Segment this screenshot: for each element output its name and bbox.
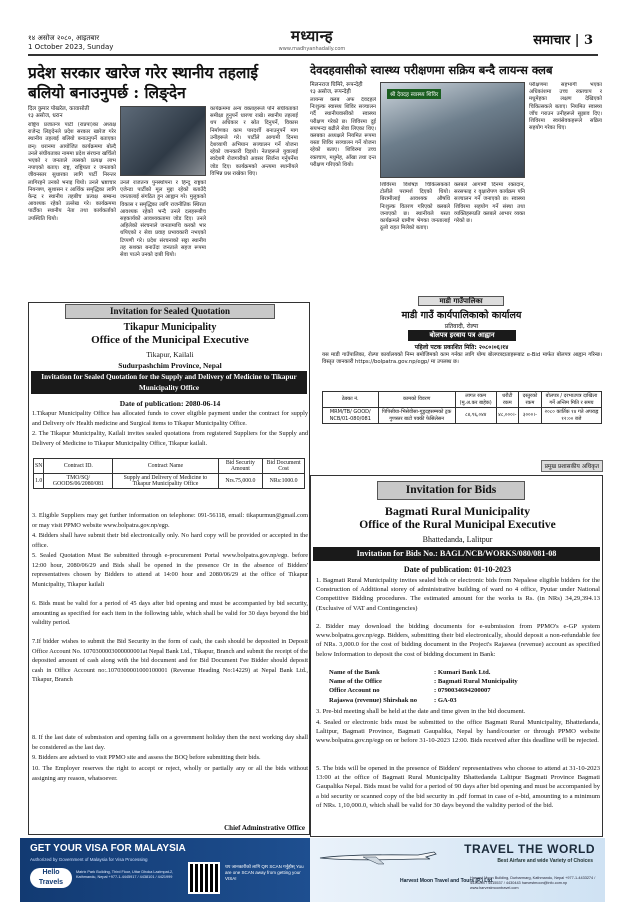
tikapur-para-6: 6. Bids must be valid for a period of 45 days after bid opening and must be accompanied by bid security, amounting as specified for each item in the following table, which shall be valid for 30 days beyond the bid validity period.: [32, 600, 308, 627]
qr-code-icon[interactable]: [188, 862, 220, 894]
madi-body: यस माडी गाउँपालिका, रोल्पा कार्यालयको निम्न बमोजिमको काम गर्नका लागि योग्य बोलपत्रदाताहरूबाट e-Bid मार्फत बोलपत्र आह्वान गरिन्छ। विस्तृत जानकारी https://bolpatra.gov.np/egp/ मा उपलब्ध छ।: [322, 352, 602, 366]
bank-value: : Kumari Bank Ltd.: [434, 669, 491, 676]
madi-place: प्रतिवादी, रोल्पा: [444, 323, 479, 330]
travel-ad-title: TRAVEL THE WORLD: [464, 842, 595, 856]
madi-date: पहिलो पटक प्रकाशित मिति: २०८०।०६।१४: [414, 344, 509, 351]
table-header: ठेक्का नं.: [323, 392, 379, 408]
bank-details: [329, 668, 613, 705]
story1-headline: प्रदेश सरकार खारेज गरेर स्थानीय तहलाई बलियो बनाउनुपर्छ : लिङ्देन: [28, 63, 259, 102]
visa-ad-address: Matrix Park Building, Third Floor, Uttar Dhoka Lazimpat-2, Kathmandu, Nepal +977-1-4445917 / 4438101 / 4421999: [76, 870, 174, 879]
bagmati-office: Office of the Rural Municipal Executive: [359, 519, 556, 531]
header-divider: [28, 54, 598, 56]
tikapur-para-9: 9. Bidders are advised to visit PPMO site and assess the BOQ before submitting their bids.: [32, 754, 261, 761]
photo-banner-text: श्री देवदह स्वास्थ्य शिविर: [387, 89, 441, 99]
bagmati-para-2: 2. Bidder may download the bidding documents for e-submission from PPMO's e-GP system www.bolpatra.gov.np/egp. Bidders, submitting their bid electronically, should deposit a non-refundable fee of NRs. 3,000.0 for the cost of bidding document in the Project's Rajaswa (revenue) account as specified below Information to deposit the cost of bidding document in Bank:: [316, 623, 600, 658]
bank-key: Name of the Bank: [329, 669, 380, 676]
story1-column-1: राष्ट्रिय प्रजातन्त्र पार्टी (राप्रपा)का अध्यक्ष राजेन्द्र लिङ्देनले प्रदेश सरकार खारेज गरेर स्थानीय तहलाई बलियो बनाउनुपर्ने बताएका छन्। धरानमा आयोजित कार्यक्रममा बोल्दै उनले संघीयताका नाममा प्रदेश संरचना खर्चिलो भएको र जनताले त्यसको प्रत्यक्ष लाभ नपाएको बताए। राष्ट्र, राष्ट्रियता र जनताको जीवनस्तर सुधारका लागि पार्टी निरन्तर लागिरहने उनको भनाइ थियो। उनले भ्रष्टाचार नियन्त्रण, सुशासन र आर्थिक समृद्धिका लागि केन्द्र र स्थानीय तहबीच प्रत्यक्ष सम्बन्ध आवश्यक रहेको उल्लेख गरे। कार्यक्रममा पार्टीका स्थानीय नेता तथा कार्यकर्ताको उपस्थिति थियो।: [28, 122, 116, 222]
travel-ad-subtitle: Best Airfare and wide Variety of Choices: [497, 858, 593, 864]
bagmati-para-3: 3. Pre-bid meeting shall be held at the date and time given in the bid document.: [316, 708, 526, 715]
tikapur-para-8: 8. If the last date of submission and opening falls on a government holiday then the next working day shall be considered as the last day.: [32, 734, 308, 751]
table-cell: Supply and Delivery of Medicine to Tikapur Municipality Office: [113, 474, 218, 489]
table-cell: MRM/TB/ GOOD/ NCB/01-080/081: [323, 408, 379, 424]
table-cell: ३०००।-: [519, 408, 542, 424]
bagmati-title: Invitation for Bids: [377, 481, 525, 500]
newspaper-logo: [262, 26, 362, 52]
tikapur-para-1: 1.Tikapur Municipality Office has allocated funds to cover eligible payment under the contract for supply and Delivery ofv Health medicine and Surgical items to Tikapur Municipality Office.: [32, 410, 308, 427]
bank-key: Name of the Office: [329, 678, 382, 686]
tikapur-para-10: 10. The Employer reserves the right to accept or reject, wholly or partially any or all the bids without assigning any reason, whatsoever.: [32, 765, 308, 782]
logo-url: www.madhyanhadaily.com: [278, 46, 346, 52]
table-header: धरौटी रकम: [496, 392, 518, 408]
tikapur-office: Office of the Municipal Executive: [91, 334, 249, 346]
logo-text: मध्यान्ह: [290, 27, 334, 45]
bagmati-para-5: 5. The bids will be opened in the presence of Bidders' representatives who choose to attend at 31-10-2023 13:00 at the office of Bagmati Rural Municipality Bhattedanda Lalitpur Bagmati Province Bagmati Gaupalika Nepal. Bids must be valid for a period of 90 days after bid opening and must be accompanied by a bid security or scanned copy of the bid security in .pdf format in case of e-bid, amounting to a minimum of NRs. 1,10,000.0, which shall be valid for 30 days beyond the validity period of the bid.: [316, 765, 600, 809]
table-header: Contract ID.: [44, 459, 113, 474]
section-name: समाचार | 3: [533, 33, 593, 48]
table-header: SN: [34, 459, 44, 474]
story2-column-3: क्लबले आगामी दिनमा रक्तदान, सरसफाइ र वृक्षारोपण कार्यक्रम पनि सञ्चालन गर्ने जनाएको छ। स्वास्थ्य शिविरमा सहयोग गर्ने संस्था तथा व्यक्तिहरूप्रति क्लबले आभार व्यक्त गरेको छ।: [454, 182, 525, 225]
story2-headline: देवदहवासीको स्वास्थ्य परीक्षणमा सक्रिय बन्दै लायन्स क्लब: [310, 63, 553, 77]
bagmati-banner: Invitation for Bids No.: BAGL/NCB/WORKS/080/081-08: [313, 547, 600, 561]
bagmati-place: Bhattedanda, Lalitpur: [422, 535, 493, 544]
story2-column-1: लायन्स क्लब अफ देवदहले निःशुल्क स्वास्थ्य शिविर सञ्चालन गर्दै स्थानीयवासीको स्वास्थ्य परीक्षण गरेको छ। शिविरमा दुई सयभन्दा बढीले सेवा लिएका थिए। क्लबका अध्यक्षले नियमित रूपमा यस्ता शिविर सञ्चालन गर्ने योजना रहेको बताए। शिविरमा उच्च रक्तचाप, मधुमेह, आँखा तथा दन्त परीक्षण गरिएको थियो।: [310, 97, 376, 168]
bagmati-notice: [310, 475, 603, 837]
tikapur-notice: [28, 302, 310, 835]
bank-value: : Bagmati Rural Municipality: [434, 678, 518, 686]
story2-byline: मिलनराज घिमिरे, रूपन्देही १३ असोज, रूपन्देही: [310, 82, 363, 95]
issue-date: [28, 34, 113, 52]
bank-key: Rajaswa (revenue) Shirshak no: [329, 696, 417, 704]
bank-key: Office Account no: [329, 687, 380, 695]
story1-byline: दिल कुमार पोखरेल, कावासोती १३ असोज, धरान: [28, 106, 90, 119]
story1-column-3: कार्यक्रममा अन्य वक्ताहरूले पनि संघीयताको समीक्षा हुनुपर्ने धारणा राखे। स्थानीय तहलाई थप अधिकार र स्रोत दिनुपर्ने, विकास निर्माणका काम पारदर्शी बनाउनुपर्ने माग उनीहरूले गरे। पार्टीले आगामी दिनमा देशव्यापी अभियान सञ्चालन गर्ने योजना रहेको जानकारी दिइयो। नेताहरूले युवालाई स्वदेशमै रोजगारीको अवसर सिर्जना गर्नुपर्नेमा जोड दिए। कार्यक्रमको अन्त्यमा स्थानीयले विभिन्न प्रश्न राखेका थिए।: [210, 106, 298, 177]
madi-notice: [320, 296, 603, 472]
story1-column-2: उनले राजतन्त्र पुनर्स्थापना र हिन्दु राष्ट्रको एजेन्डा पार्टीको मूल मुद्दा रहेको बताउँदै जनतालाई संगठित हुन आह्वान गरे। मुलुकको विकास र समृद्धिका लागि राजनीतिक स्थिरता आवश्यक रहेको भन्दै उनले दलहरूबीच सहकार्यको आवश्यकतामा जोड दिए। उनले अहिलेको संरचनाले जनतामाथि करको भार थपिएको र सेवा प्रवाह प्रभावकारी नभएको टिप्पणी गरे। प्रदेश संरचनाको सट्टा स्थानीय तह सशक्त बनाउँदा जनताले सहज रूपमा सेवा पाउने उनको दाबी थियो।: [120, 180, 206, 259]
tikapur-para-2: 2. The Tikapur Municipality, Kailali invites sealed quotations from registered Suppliers for the Supply and Delivery of Medicine to Tikapur Municipality Office, Tikapur kailali.: [32, 430, 308, 447]
table-header: लागत रकम (मु.अ.कर बाहेक): [455, 392, 496, 408]
issue-date-nepali: १४ असोज २०८०, आइतबार: [28, 34, 100, 42]
madi-banner: बोलपत्र इरबाय पत्र आह्वान: [408, 330, 516, 341]
madi-signature: प्रमुख प्रशासकीय अधिकृत: [541, 460, 603, 472]
madi-table: [322, 391, 602, 424]
table-row: [323, 408, 602, 424]
bagmati-para-1: 1. Bagmati Rural Municipality invites sealed bids or electronic bids from Nepalese eligible bidders for the Construction of Additional storey of administrative building of ward no 4 office, Pyutar under National Competitive Bidding procedures. The estimated amount for the works is Rs. (in NRs) 34,29,394.13 (Exclusive of VAT and Contingencies): [316, 577, 600, 612]
table-cell: TMO/SQ/ GOODS/06/2080/081: [44, 474, 113, 489]
hello-travels-logo: Hello Travels: [30, 868, 72, 888]
madi-badge: माडी गाउँपालिका: [418, 296, 504, 306]
visa-ad[interactable]: [20, 838, 310, 902]
tikapur-table: [33, 458, 305, 489]
table-cell: पिपिसीया-भिसेवीसा-गुडुदहसम्मको ट्रक गुणस्तर बाटो पक्की फेसिलेसन: [378, 408, 455, 424]
travel-ad[interactable]: [310, 838, 605, 902]
bank-row: [329, 677, 613, 686]
bank-row: [329, 668, 613, 677]
tikapur-para-7: 7.If bidder wishes to submit the Bid Security in the form of cash, the cash should be deposited in Deposit Office Account No. 1070300003000000001at Nepal Bank Ltd., Tikapur, Branch and submit the receipt of the deposited amount of cash along with the bid document and for Bid Document Fee Bidder should deposit cash in Office Account no:.1070300001000100001 (Revenue Heading No:14229) at Nepal Bank Ltd., Tikapur, Branch: [32, 638, 308, 684]
table-header-row: [34, 459, 305, 474]
table-cell: 1.0: [34, 474, 44, 489]
madi-title: माडी गाउँ कार्यपालिकाको कार्यालय: [401, 310, 522, 321]
story2-column-4: परीक्षणमा सहभागी भएका अधिकांशमा उच्च रक्तचाप र मधुमेहका लक्षण देखिएको चिकित्सकले बताए। नियमित स्वास्थ्य जाँच गराउन उनीहरूले सुझाव दिए। शिविरमा स्वयंसेवकहरूले सक्रिय सहयोग गरेका थिए।: [529, 82, 602, 132]
travel-ad-address: Harvest Moon Building, Durbarmarg, Kathmandu, Nepal +977-1-4433274 / 4433264 / 4415537 / 4430443 harvestmoon@info.com.np www.harvestmoontravel.com: [470, 876, 596, 890]
tikapur-org: Tikapur Municipality: [123, 322, 217, 333]
tikapur-title: Invitation for Sealed Quotation: [65, 304, 275, 319]
harvest-moon-logo: Harvest Moon Travel and Tours (P.) Ltd.: [400, 878, 494, 884]
tikapur-para-5: 5. Sealed Quotation Must Be submitted through e-procurement Portal www.bolpatra.gov.np/egp. before 12:00 hour, 2080/06/29 and Bids shall be opened in the presence Or in the absence of Bidders' representatives chosen by Bidders to attend at 14:00 hour and 2080/06/29 at the office of Tikapur Municipality, Tikapur kailali: [32, 552, 308, 588]
table-cell: २०८० कार्तिक १४ गते अपराह्न १२:०० बजे: [541, 408, 601, 424]
tikapur-para-3: 3. Eligible Suppliers may get further information on telephone: 091-56118, email: tikapurmun@gmail.com or may visit PPMO website www.bolpatra.gov.np/egp.: [32, 512, 308, 529]
tikapur-place: Tikapur, Kailali: [146, 350, 194, 359]
visa-ad-subtitle: Authorized by Government of Malaysia for Visa Processing: [30, 857, 148, 862]
bagmati-para-4: 4. Sealed or electronic bids must be submitted to the office Bagmati Rural Municipality, Bhattedanda, Lalitpur, Bagmati Province, Bagmati Gaupalika, Nepal by hand/courier or through PPMO website www.bolpatra.gov.np/egp on or before 31-10-2023 12:00. Bids received after this deadline will be rejected.: [316, 719, 600, 745]
bank-row: [329, 696, 613, 705]
table-header: बोलपत्र / दरभाउपत्र दाखिला गर्ने अन्तिम मिति र समय: [541, 392, 601, 408]
bank-value: : GA-03: [434, 696, 457, 704]
table-header: कामको विवरण: [378, 392, 455, 408]
tikapur-signature: Chief Adminstrative Office: [224, 824, 305, 832]
page-header: [0, 0, 625, 62]
story2-photo: [380, 82, 525, 178]
table-cell: ४८,०००।-: [496, 408, 518, 424]
story1-photo: [120, 106, 206, 176]
airplane-icon: [318, 848, 438, 866]
bagmati-date: Date of publication: 01-10-2023: [403, 565, 512, 574]
table-row: [34, 474, 305, 489]
issue-date-english: 1 October 2023, Sunday: [28, 43, 114, 51]
bank-value: : 0790034694200007: [434, 687, 491, 695]
tikapur-date: Date of publication: 2080-06-14: [119, 399, 221, 408]
table-header-row: [323, 392, 602, 408]
visa-ad-title: GET YOUR VISA FOR MALAYSIA: [30, 843, 186, 854]
table-header: दस्तुरको रकम: [519, 392, 542, 408]
story2-column-2: शिविरमा विशेषज्ञ चिकित्सकको टोलीले परामर्श दिएको थियो। बिरामीलाई आवश्यक औषधि निःशुल्क वितरण गरिएको क्लबले जनाएको छ। स्थानीयले यस्ता कार्यक्रमले ग्रामीण भेगका जनतालाई ठूलो राहत मिलेको बताए।: [380, 182, 450, 232]
bank-row: [329, 686, 613, 695]
table-header: Bid Document Cost: [263, 459, 305, 474]
tikapur-para-4: 4. Bidders shall have submit their bid electronically only. No hard copy will be provided or accepted in the office.: [32, 532, 308, 549]
tikapur-banner: Invitation for Sealed Quotation for the Supply and Delivery of Medicine to Tikapur Municipality Office: [31, 371, 307, 394]
bagmati-org: Bagmati Rural Municipality: [384, 504, 531, 518]
table-header: Contract Name: [113, 459, 218, 474]
table-cell: ८४,९६,०४४: [455, 408, 496, 424]
table-cell: Nrs.75,000.0: [218, 474, 263, 489]
table-header: Bid Security Amount: [218, 459, 263, 474]
tikapur-province: Sudurpashchim Province, Nepal: [118, 361, 222, 370]
qr-caption: थप जानकारीको लागि QR SCAN गर्नुहोस् You are one SCAN away from getting your VISA!: [225, 864, 304, 881]
table-cell: NRs:1000.0: [263, 474, 305, 489]
